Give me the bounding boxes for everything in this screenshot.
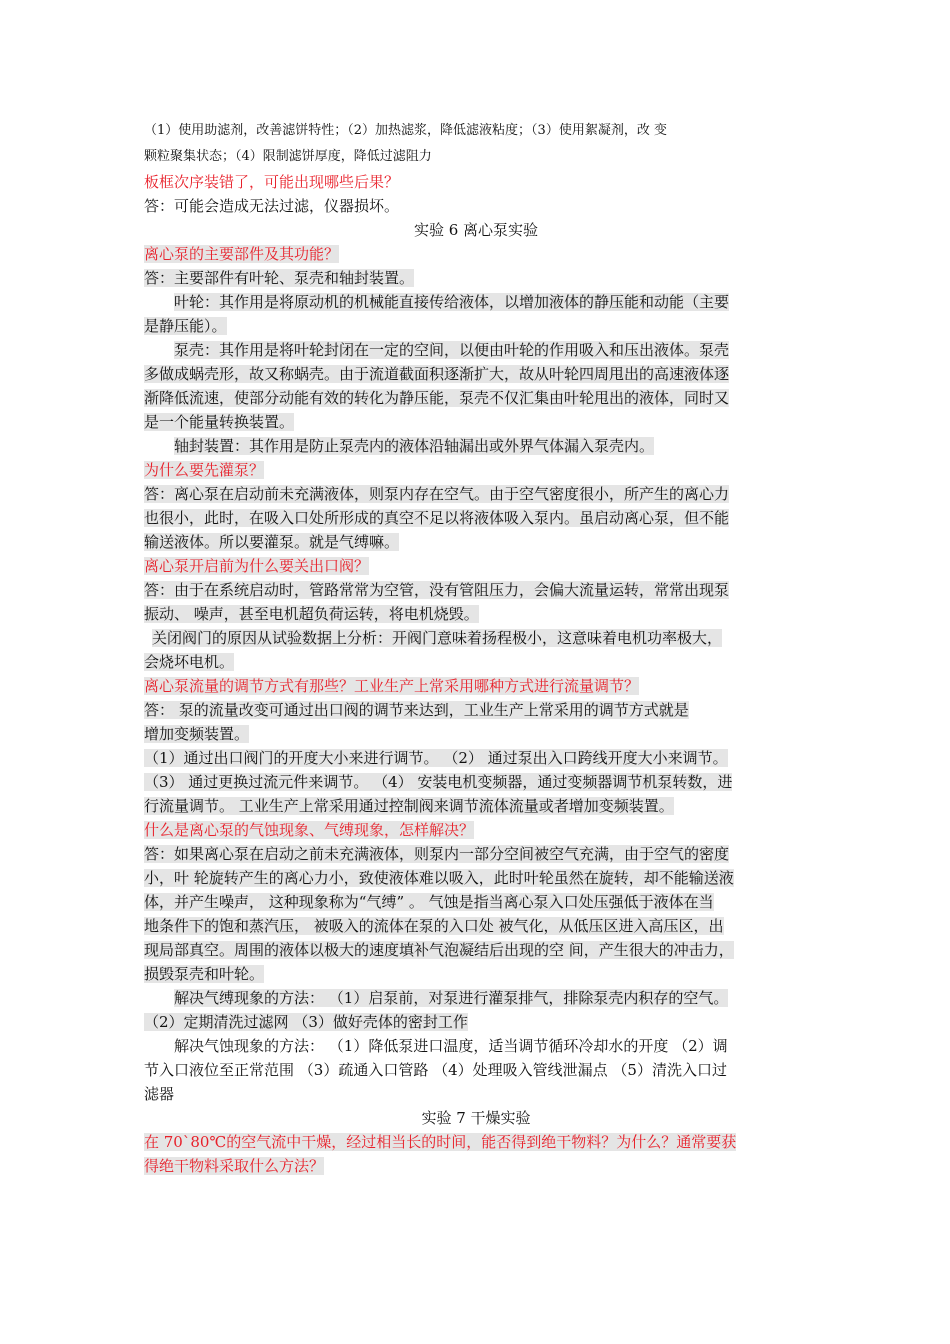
- text-line: 答：可能会造成无法过滤，仪器损坏。: [144, 197, 400, 215]
- text-line: 是静压能）。: [144, 317, 227, 335]
- question-line: 在 70`80℃的空气流中干燥，经过相当长的时间，能否得到绝干物料？为什么？通常要获: [144, 1133, 737, 1151]
- question-line: 离心泵流量的调节方式有那些？工业生产上常采用哪种方式进行流量调节？: [144, 677, 640, 695]
- text-line: 增加变频装置。: [144, 725, 250, 743]
- text-line: 答：主要部件有叶轮、泵壳和轴封装置。: [144, 269, 415, 287]
- text-line: 渐降低流速，使部分动能有效的转化为静压能，泵壳不仅汇集由叶轮甩出的液体，同时又: [144, 389, 730, 407]
- text-line: 叶轮：其作用是将原动机的机械能直接传给液体，以增加液体的静压能和动能（主要: [174, 293, 730, 311]
- text-line: 答： 泵的流量改变可通过出口阀的调节来达到，工业生产上常采用的调节方式就是: [144, 701, 689, 719]
- text-line: 颗粒聚集状态；（4）限制滤饼厚度，降低过滤阻力: [144, 149, 432, 164]
- text-line: （2）定期清洗过滤网 （3）做好壳体的密封工作: [144, 1013, 468, 1031]
- text-line: 行流量调节。 工业生产上常采用通过控制阀来调节流体流量或者增加变频装置。: [144, 797, 674, 815]
- text-line: 地条件下的饱和蒸汽压， 被吸入的流体在泵的入口处 被气化，从低压区进入高压区，出: [144, 917, 724, 935]
- question-line: 为什么要先灌泵？: [144, 461, 265, 479]
- text-line: 滤器: [144, 1085, 175, 1103]
- text-line: 现局部真空。周围的液体以极大的速度填补气泡凝结后出现的空 间，产生很大的冲击力，: [144, 941, 734, 959]
- text-line: 解决气蚀现象的方法： （1）降低泵进口温度，适当调节循环冷却水的开度 （2）调: [174, 1037, 728, 1055]
- text-line: 解决气缚现象的方法： （1）启泵前，对泵进行灌泵排气，排除泵壳内积存的空气。: [174, 989, 729, 1007]
- question-line: 板框次序装错了，可能出现哪些后果？: [144, 173, 400, 191]
- text-line: 振动、 噪声，甚至电机超负荷运转，将电机烧毁。: [144, 605, 479, 623]
- question-line: 什么是离心泵的气蚀现象、气缚现象，怎样解决？: [144, 821, 475, 839]
- section-heading: 实验 6 离心泵实验: [413, 221, 539, 239]
- text-line: 答：离心泵在启动前未充满液体，则泵内存在空气。由于空气密度很小，所产生的离心力: [144, 485, 730, 503]
- question-line: 离心泵的主要部件及其功能？: [144, 245, 340, 263]
- text-line: （1）使用助滤剂，改善滤饼特性；（2）加热滤浆，降低滤液粘度；（3）使用絮凝剂，改 变: [144, 123, 667, 138]
- question-line: 离心泵开启前为什么要关出口阀？: [144, 557, 370, 575]
- text-line: 答：由于在系统启动时，管路常常为空管，没有管阻压力，会偏大流量运转，常常出现泵: [144, 581, 730, 599]
- section-heading: 实验 7 干燥实验: [421, 1109, 531, 1127]
- text-line: 关闭阀门的原因从试验数据上分析：开阀门意味着扬程极小，这意味着电机功率极大，: [152, 629, 723, 647]
- text-line: 输送液体。所以要灌泵。就是气缚嘛。: [144, 533, 400, 551]
- text-line: 也很小，此时，在吸入口处所形成的真空不足以将液体吸入泵内。虽启动离心泵，但不能: [144, 509, 730, 527]
- question-line: 得绝干物料采取什么方法？: [144, 1157, 325, 1175]
- text-line: （1）通过出口阀门的开度大小来进行调节。 （2） 通过泵出入口跨线开度大小来调节。: [144, 749, 728, 767]
- text-line: 损毁泵壳和叶轮。: [144, 965, 265, 983]
- text-line: 答：如果离心泵在启动之前未充满液体，则泵内一部分空间被空气充满，由于空气的密度: [144, 845, 730, 863]
- text-line: 轴封装置：其作用是防止泵壳内的液体沿轴漏出或外界气体漏入泵壳内。: [174, 437, 655, 455]
- text-line: 体，并产生噪声， 这种现象称为“气缚” 。 气蚀是指当离心泵入口处压强低于液体在当: [144, 893, 714, 911]
- text-line: 节入口液位至正常范围 （3）疏通入口管路 （4）处理吸入管线泄漏点 （5）清洗入口过: [144, 1061, 727, 1079]
- document-body: [144, 118, 808, 1178]
- text-line: 多做成蜗壳形，故又称蜗壳。由于流道截面积逐渐扩大，故从叶轮四周甩出的高速液体逐: [144, 365, 730, 383]
- text-line: 小，叶 轮旋转产生的离心力小，致使液体难以吸入，此时叶轮虽然在旋转，却不能输送液: [144, 869, 734, 887]
- text-line: （3） 通过更换过流元件来调节。 （4） 安装电机变频器，通过变频器调节机泵转数，进: [144, 773, 733, 791]
- text-line: 是一个能量转换装置。: [144, 413, 295, 431]
- text-line: 会烧坏电机。: [144, 653, 235, 671]
- text-line: 泵壳：其作用是将叶轮封闭在一定的空间，以便由叶轮的作用吸入和压出液体。泵壳: [174, 341, 730, 359]
